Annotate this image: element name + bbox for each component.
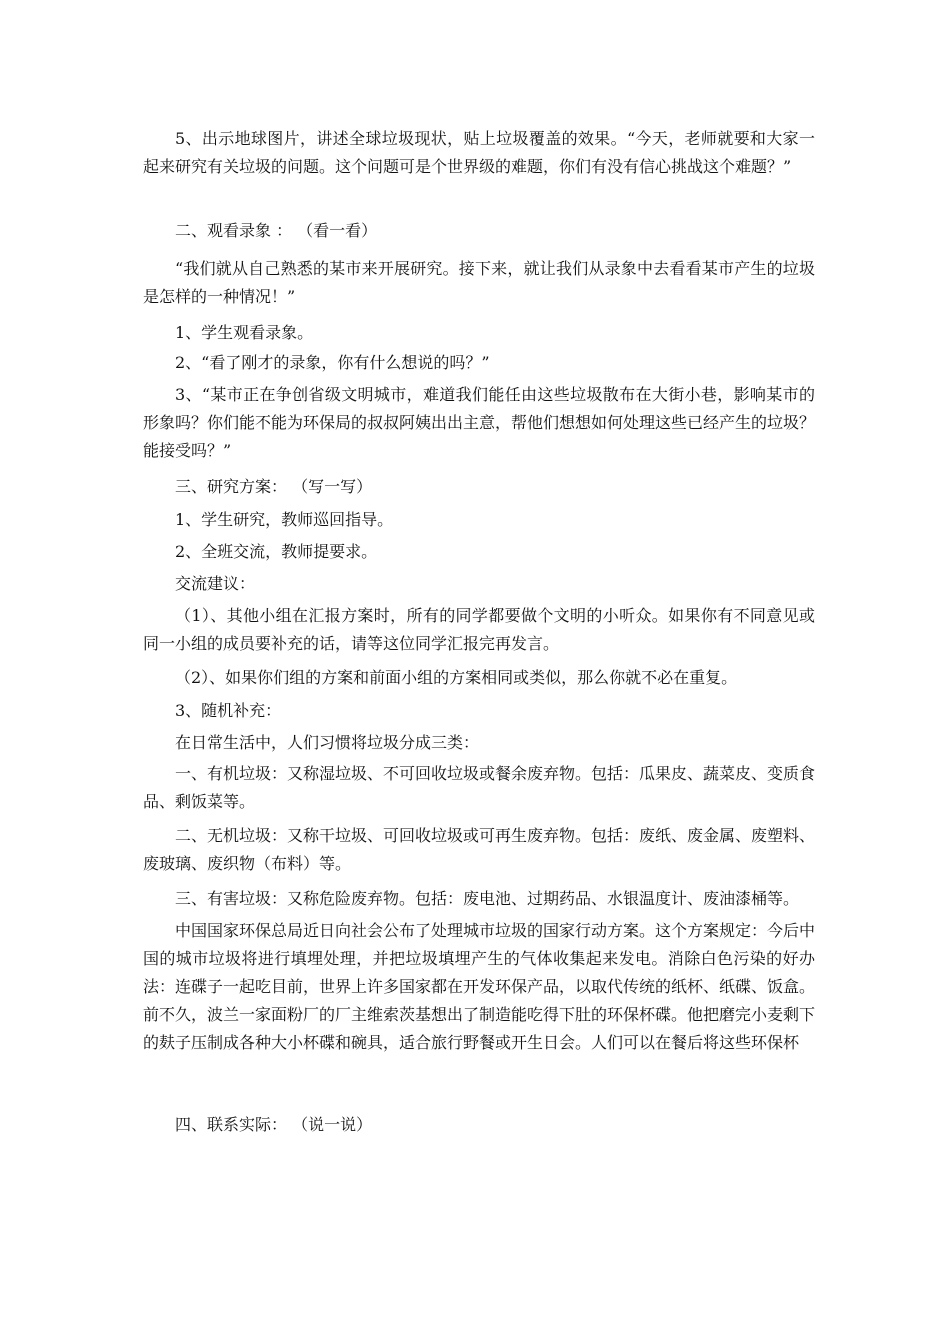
paragraph-research-1: 1、学生研究，教师巡回指导。 — [175, 510, 394, 529]
heading-research-plan: 三、研究方案： （写一写） — [175, 477, 373, 496]
paragraph-hazardous-waste: 三、有害垃圾：又称危险废弃物。包括：废电池、过期药品、水银温度计、废油漆桶等。 — [175, 889, 800, 908]
paragraph-intro: 5、出示地球图片，讲述全球垃圾现状，贴上垃圾覆盖的效果。“今天，老师就要和大家一起来研究有关垃圾的问题。这个问题可是个世界级的难题，你们有没有信心挑战这个难题？” — [143, 129, 815, 176]
paragraph-national-plan: 中国国家环保总局近日向社会公布了处理城市垃圾的国家行动方案。这个方案规定：今后中国的城市垃圾将进行填埋处理，并把垃圾填埋产生的气体收集起来发电。消除白色污染的好办法：连碟子一起吃目前，世界上许多国家都在开发环保产品，以取代传统的纸杯、纸碟、饭盒。前不久，波兰一家面粉厂的厂主维索茨基想出了制造能吃得下肚的环保杯碟。他把磨完小麦剩下的麸子压制成各种大小杯碟和碗具，适合旅行野餐或开生日会。人们可以在餐后将这些环保杯 — [143, 921, 816, 1052]
paragraph-step-2: 2、“看了刚才的录象，你有什么想说的吗？” — [175, 353, 490, 372]
heading-suggestions: 交流建议： — [175, 574, 256, 593]
heading-connect-reality: 四、联系实际： （说一说） — [175, 1115, 373, 1134]
paragraph-classification: 在日常生活中，人们习惯将垃圾分成三类： — [175, 733, 480, 752]
paragraph-step-3: 3、“某市正在争创省级文明城市，难道我们能任由这些垃圾散布在大街小巷，影响某市的形象吗？你们能不能为环保局的叔叔阿姨出出主意，帮他们想想如何处理这些已经产生的垃圾？能接受吗？” — [143, 385, 816, 460]
paragraph-step-1: 1、学生观看录象。 — [175, 323, 314, 342]
suggestion-2: （2）、如果你们组的方案和前面小组的方案相同或类似，那么你就不必在重复。 — [175, 668, 738, 687]
heading-watch-video: 二、观看录象 ： （看一看） — [175, 221, 378, 240]
paragraph-research-2: 2、全班交流，教师提要求。 — [175, 542, 378, 561]
paragraph-organic-waste: 一、有机垃圾：又称湿垃圾、不可回收垃圾或餐余废弃物。包括：瓜果皮、蔬菜皮、变质食品、剩饭菜等。 — [143, 764, 816, 811]
paragraph-video-intro: “我们就从自己熟悉的某市来开展研究。接下来，就让我们从录象中去看看某市产生的垃圾是怎样的一种情况！” — [143, 259, 815, 306]
paragraph-supplement: 3、随机补充： — [175, 701, 282, 720]
paragraph-inorganic-waste: 二、无机垃圾：又称干垃圾、可回收垃圾或可再生废弃物。包括：废纸、废金属、废塑料、废玻璃、废织物（布料）等。 — [143, 826, 816, 873]
suggestion-1: （1）、其他小组在汇报方案时，所有的同学都要做个文明的小听众。如果你有不同意见或同一小组的成员要补充的话，请等这位同学汇报完再发言。 — [143, 606, 815, 653]
